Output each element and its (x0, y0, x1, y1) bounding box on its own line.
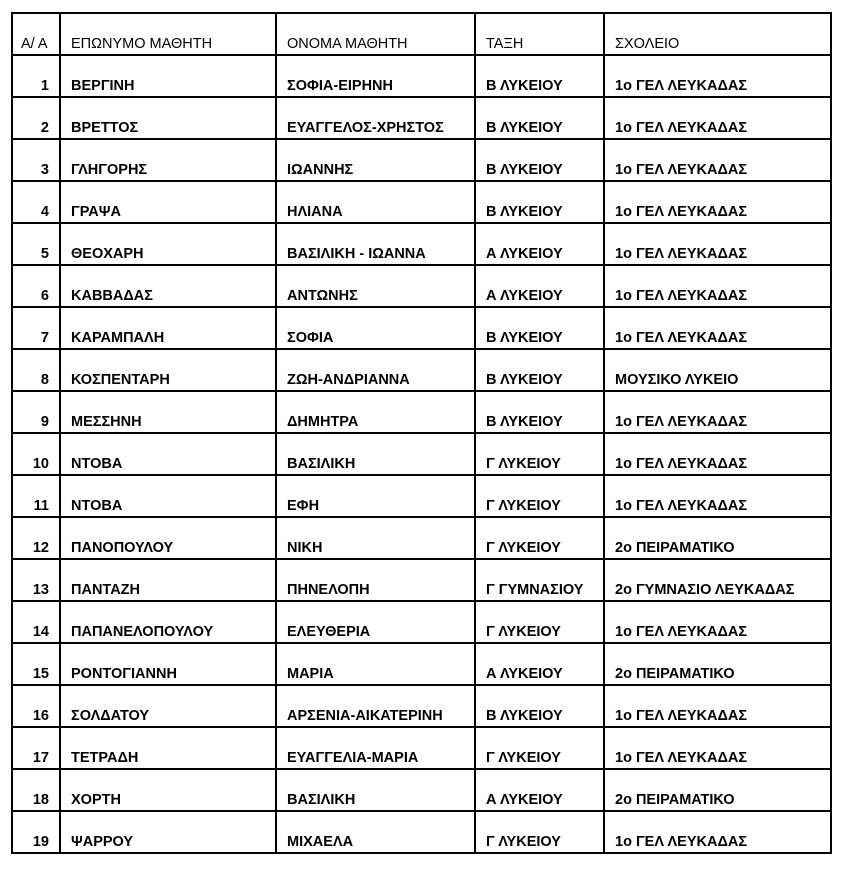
cell-class: Α ΛΥΚΕΙΟΥ (475, 223, 604, 265)
cell-school: 1ο ΓΕΛ ΛΕΥΚΑΔΑΣ (604, 391, 831, 433)
cell-school: 2ο ΠΕΙΡΑΜΑΤΙΚΟ (604, 643, 831, 685)
cell-name: ΠΗΝΕΛΟΠΗ (276, 559, 475, 601)
cell-aa: 4 (12, 181, 60, 223)
cell-school: 1ο ΓΕΛ ΛΕΥΚΑΔΑΣ (604, 475, 831, 517)
cell-surname: ΝΤΟΒΑ (60, 433, 276, 475)
cell-class: Β ΛΥΚΕΙΟΥ (475, 97, 604, 139)
student-roster-table (11, 12, 832, 854)
table-row (12, 433, 831, 475)
cell-school: 1ο ΓΕΛ ΛΕΥΚΑΔΑΣ (604, 685, 831, 727)
cell-surname: ΓΛΗΓΟΡΗΣ (60, 139, 276, 181)
cell-school: 2ο ΠΕΙΡΑΜΑΤΙΚΟ (604, 769, 831, 811)
cell-aa: 15 (12, 643, 60, 685)
cell-class: Β ΛΥΚΕΙΟΥ (475, 391, 604, 433)
cell-aa: 13 (12, 559, 60, 601)
cell-aa: 16 (12, 685, 60, 727)
cell-aa: 5 (12, 223, 60, 265)
cell-aa: 7 (12, 307, 60, 349)
cell-class: Γ ΛΥΚΕΙΟΥ (475, 727, 604, 769)
table-row (12, 265, 831, 307)
cell-school: 1ο ΓΕΛ ΛΕΥΚΑΔΑΣ (604, 265, 831, 307)
cell-school: ΜΟΥΣΙΚΟ ΛΥΚΕΙΟ (604, 349, 831, 391)
cell-name: ΕΥΑΓΓΕΛΙΑ-ΜΑΡΙΑ (276, 727, 475, 769)
table-row (12, 727, 831, 769)
cell-class: Γ ΓΥΜΝΑΣΙΟΥ (475, 559, 604, 601)
table-row (12, 139, 831, 181)
cell-aa: 19 (12, 811, 60, 853)
cell-surname: ΝΤΟΒΑ (60, 475, 276, 517)
header-name: ΟΝΟΜΑ ΜΑΘΗΤΗ (276, 13, 475, 55)
table-row (12, 517, 831, 559)
cell-class: Β ΛΥΚΕΙΟΥ (475, 685, 604, 727)
cell-aa: 6 (12, 265, 60, 307)
cell-aa: 9 (12, 391, 60, 433)
cell-surname: ΒΕΡΓΙΝΗ (60, 55, 276, 97)
cell-class: Γ ΛΥΚΕΙΟΥ (475, 517, 604, 559)
cell-school: 2ο ΓΥΜΝΑΣΙΟ ΛΕΥΚΑΔΑΣ (604, 559, 831, 601)
cell-aa: 2 (12, 97, 60, 139)
cell-surname: ΚΟΣΠΕΝΤΑΡΗ (60, 349, 276, 391)
header-aa: Α/ Α (12, 13, 60, 55)
cell-name: ΗΛΙΑΝΑ (276, 181, 475, 223)
cell-school: 2ο ΠΕΙΡΑΜΑΤΙΚΟ (604, 517, 831, 559)
cell-surname: ΧΟΡΤΗ (60, 769, 276, 811)
header-surname: ΕΠΩΝΥΜΟ ΜΑΘΗΤΗ (60, 13, 276, 55)
cell-school: 1ο ΓΕΛ ΛΕΥΚΑΔΑΣ (604, 811, 831, 853)
table-row (12, 559, 831, 601)
cell-school: 1ο ΓΕΛ ΛΕΥΚΑΔΑΣ (604, 727, 831, 769)
cell-surname: ΒΡΕΤΤΟΣ (60, 97, 276, 139)
table-row (12, 769, 831, 811)
cell-school: 1ο ΓΕΛ ΛΕΥΚΑΔΑΣ (604, 433, 831, 475)
cell-name: ΜΙΧΑΕΛΑ (276, 811, 475, 853)
cell-aa: 10 (12, 433, 60, 475)
cell-name: ΖΩΗ-ΑΝΔΡΙΑΝΝΑ (276, 349, 475, 391)
cell-class: Β ΛΥΚΕΙΟΥ (475, 349, 604, 391)
cell-surname: ΓΡΑΨΑ (60, 181, 276, 223)
cell-school: 1ο ΓΕΛ ΛΕΥΚΑΔΑΣ (604, 601, 831, 643)
table-body (12, 55, 831, 853)
cell-name: ΙΩΑΝΝΗΣ (276, 139, 475, 181)
table-header (12, 13, 831, 55)
cell-class: Β ΛΥΚΕΙΟΥ (475, 307, 604, 349)
table-row (12, 307, 831, 349)
cell-school: 1ο ΓΕΛ ΛΕΥΚΑΔΑΣ (604, 139, 831, 181)
cell-class: Γ ΛΥΚΕΙΟΥ (475, 811, 604, 853)
cell-aa: 3 (12, 139, 60, 181)
table-row (12, 685, 831, 727)
cell-aa: 11 (12, 475, 60, 517)
header-row (12, 13, 831, 55)
cell-surname: ΠΑΝΤΑΖΗ (60, 559, 276, 601)
cell-name: ΝΙΚΗ (276, 517, 475, 559)
cell-class: Γ ΛΥΚΕΙΟΥ (475, 433, 604, 475)
table-row (12, 391, 831, 433)
cell-school: 1ο ΓΕΛ ΛΕΥΚΑΔΑΣ (604, 181, 831, 223)
table-row (12, 475, 831, 517)
table-row (12, 811, 831, 853)
cell-name: ΔΗΜΗΤΡΑ (276, 391, 475, 433)
cell-school: 1ο ΓΕΛ ΛΕΥΚΑΔΑΣ (604, 97, 831, 139)
cell-surname: ΡΟΝΤΟΓΙΑΝΝΗ (60, 643, 276, 685)
cell-name: ΕΥΑΓΓΕΛΟΣ-ΧΡΗΣΤΟΣ (276, 97, 475, 139)
cell-school: 1ο ΓΕΛ ΛΕΥΚΑΔΑΣ (604, 55, 831, 97)
cell-surname: ΚΑΒΒΑΔΑΣ (60, 265, 276, 307)
cell-surname: ΠΑΝΟΠΟΥΛΟΥ (60, 517, 276, 559)
cell-aa: 17 (12, 727, 60, 769)
table-row (12, 55, 831, 97)
cell-aa: 8 (12, 349, 60, 391)
cell-class: Β ΛΥΚΕΙΟΥ (475, 55, 604, 97)
cell-surname: ΨΑΡΡΟΥ (60, 811, 276, 853)
table-row (12, 643, 831, 685)
cell-class: Α ΛΥΚΕΙΟΥ (475, 643, 604, 685)
cell-aa: 12 (12, 517, 60, 559)
cell-class: Α ΛΥΚΕΙΟΥ (475, 265, 604, 307)
cell-name: ΒΑΣΙΛΙΚΗ (276, 433, 475, 475)
cell-class: Γ ΛΥΚΕΙΟΥ (475, 475, 604, 517)
cell-name: ΜΑΡΙΑ (276, 643, 475, 685)
cell-school: 1ο ΓΕΛ ΛΕΥΚΑΔΑΣ (604, 223, 831, 265)
cell-name: ΒΑΣΙΛΙΚΗ (276, 769, 475, 811)
cell-aa: 1 (12, 55, 60, 97)
cell-name: ΕΦΗ (276, 475, 475, 517)
cell-surname: ΘΕΟΧΑΡΗ (60, 223, 276, 265)
cell-name: ΒΑΣΙΛΙΚΗ - ΙΩΑΝΝΑ (276, 223, 475, 265)
cell-name: ΣΟΦΙΑ-ΕΙΡΗΝΗ (276, 55, 475, 97)
table-row (12, 223, 831, 265)
header-class: ΤΑΞΗ (475, 13, 604, 55)
cell-class: Α ΛΥΚΕΙΟΥ (475, 769, 604, 811)
cell-aa: 18 (12, 769, 60, 811)
table-row (12, 181, 831, 223)
cell-name: ΣΟΦΙΑ (276, 307, 475, 349)
cell-surname: ΠΑΠΑΝΕΛΟΠΟΥΛΟΥ (60, 601, 276, 643)
cell-school: 1ο ΓΕΛ ΛΕΥΚΑΔΑΣ (604, 307, 831, 349)
cell-name: ΑΡΣΕΝΙΑ-ΑΙΚΑΤΕΡΙΝΗ (276, 685, 475, 727)
cell-surname: ΚΑΡΑΜΠΑΛΗ (60, 307, 276, 349)
table-row (12, 97, 831, 139)
cell-surname: ΣΟΛΔΑΤΟΥ (60, 685, 276, 727)
header-school: ΣΧΟΛΕΙΟ (604, 13, 831, 55)
cell-name: ΑΝΤΩΝΗΣ (276, 265, 475, 307)
cell-name: ΕΛΕΥΘΕΡΙΑ (276, 601, 475, 643)
table-row (12, 349, 831, 391)
cell-class: Β ΛΥΚΕΙΟΥ (475, 139, 604, 181)
cell-aa: 14 (12, 601, 60, 643)
table-row (12, 601, 831, 643)
cell-class: Β ΛΥΚΕΙΟΥ (475, 181, 604, 223)
cell-surname: ΜΕΣΣΗΝΗ (60, 391, 276, 433)
cell-class: Γ ΛΥΚΕΙΟΥ (475, 601, 604, 643)
cell-surname: ΤΕΤΡΑΔΗ (60, 727, 276, 769)
